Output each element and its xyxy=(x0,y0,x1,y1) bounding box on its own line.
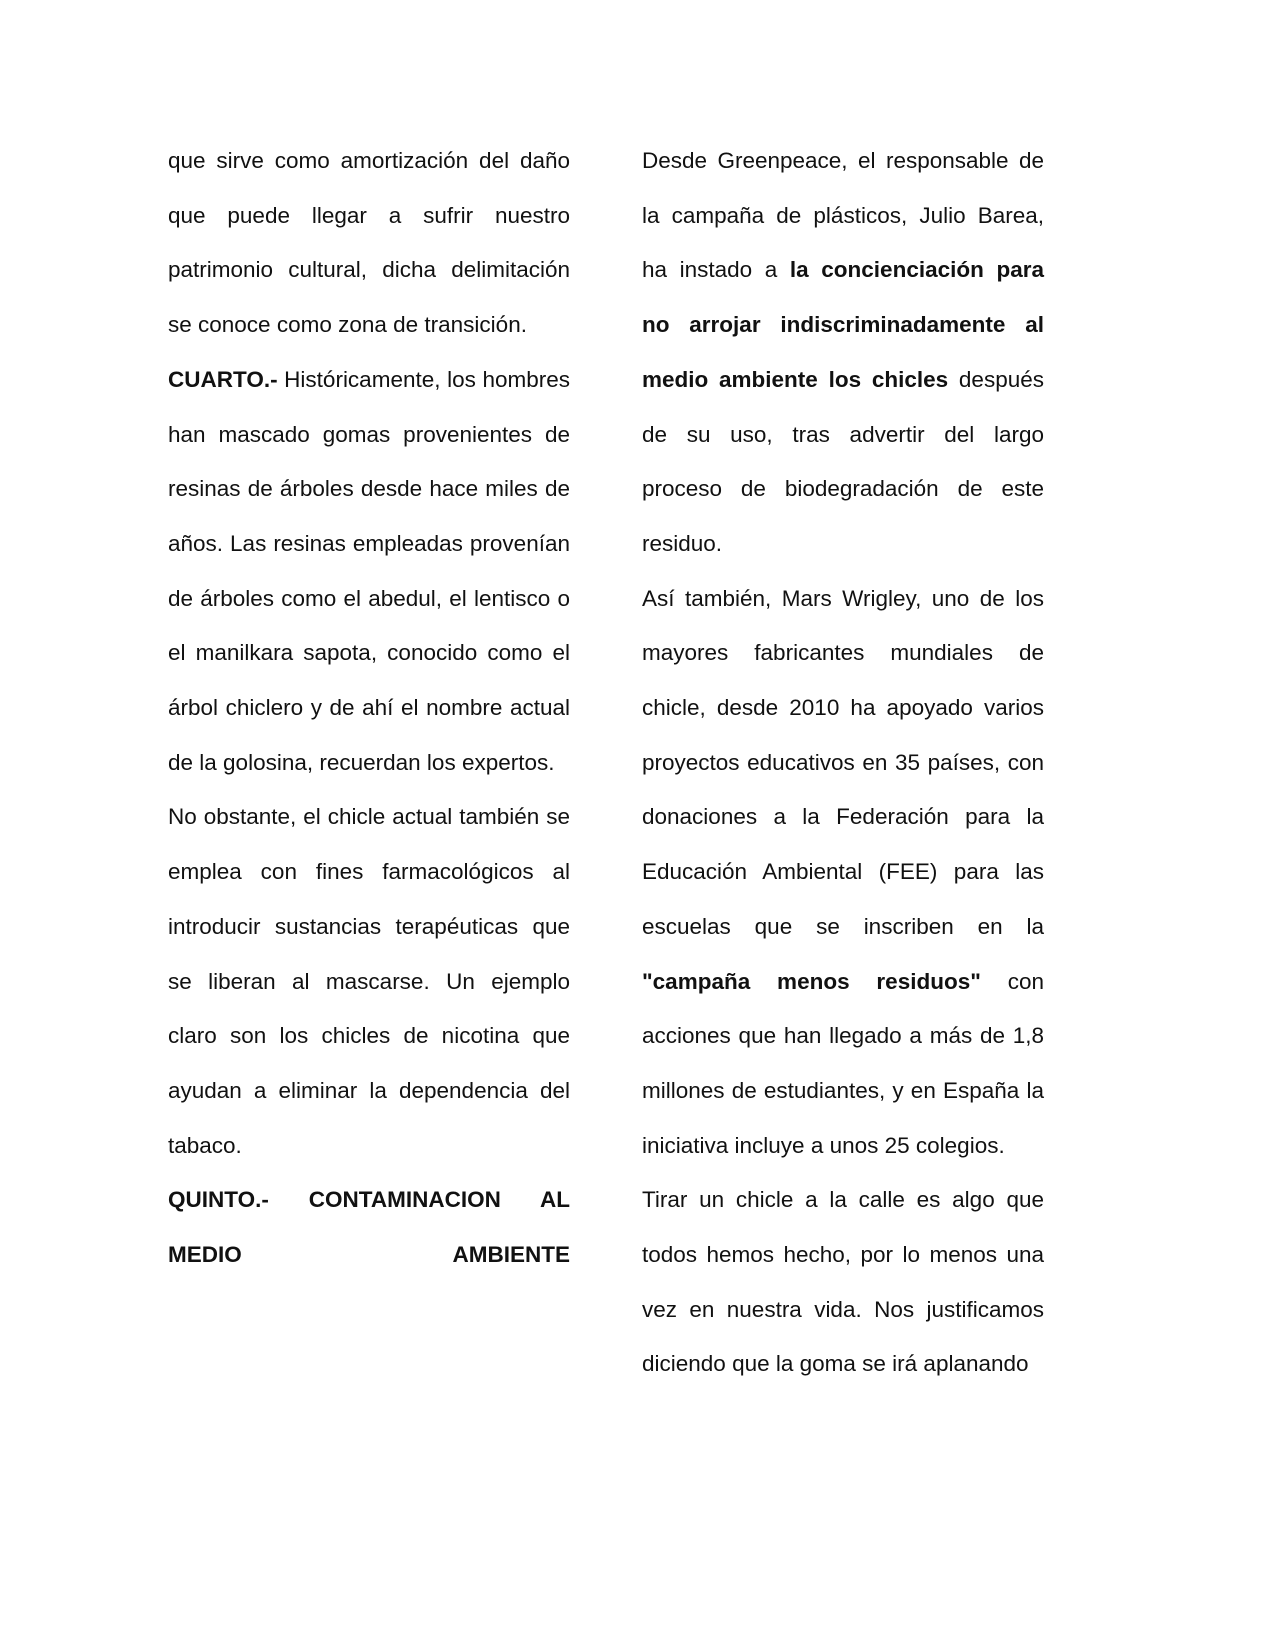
paragraph-mars-wrigley-emphasis: "campaña menos residuos" xyxy=(642,968,981,994)
section-heading-cuarto: CUARTO.- xyxy=(168,366,278,392)
paragraph-tirar-chicle: Tirar un chicle a la calle es algo que todos hemos hecho, por lo menos una vez en nuestra vida. Nos justificamos diciendo que la goma se irá aplanando xyxy=(642,1187,1044,1377)
paragraph-zona-transicion: que sirve como amortización del daño que puede llegar a sufrir nuestro patrimonio cultural, dicha delimitación se conoce como zona de transición. xyxy=(168,148,570,338)
paragraph-mars-wrigley-text-a: Así también, Mars Wrigley, uno de los mayores fabricantes mundiales de chicle, desde 2010 ha apoyado varios proyectos educativos en 35 países, con donaciones a la Federación para la Educación Ambiental (FEE) para las escuelas que se inscriben en la xyxy=(642,585,1044,939)
paragraph-greenpeace xyxy=(642,134,1044,572)
right-column xyxy=(642,134,1044,1392)
paragraph-greenpeace-emphasis: la concienciación para no arrojar indiscriminadamente al medio ambiente los chicles xyxy=(642,257,1044,392)
paragraph-cuarto-text: Históricamente, los hombres han mascado gomas provenientes de resinas de árboles desde hace miles de años. Las resinas empleadas provenían de árboles como el abedul, el lentisco o el manilkara sapota, conocido como el árbol chiclero y de ahí el nombre actual de la golosina, recuerdan los expertos. xyxy=(168,366,570,775)
paragraph-mars-wrigley xyxy=(642,572,1044,1174)
left-column xyxy=(168,134,570,1283)
section-heading-quinto: QUINTO.- CONTAMINACION AL MEDIO AMBIENTE xyxy=(168,1187,570,1268)
paragraph-cuarto xyxy=(168,353,570,791)
paragraph-mars-wrigley-text-b: con acciones que han llegado a más de 1,8 millones de estudiantes, y en España la iniciativa incluye a unos 25 colegios. xyxy=(642,968,1044,1158)
paragraph-greenpeace-text-b: después de su uso, tras advertir del largo proceso de biodegradación de este residuo. xyxy=(642,366,1044,556)
paragraph-fines-farmacologicos: No obstante, el chicle actual también se emplea con fines farmacológicos al introducir sustancias terapéuticas que se liberan al mascarse. Un ejemplo claro son los chicles de nicotina que ayudan a eliminar la dependencia del tabaco. xyxy=(168,804,570,1158)
paragraph-greenpeace-text-a: Desde Greenpeace, el responsable de la campaña de plásticos, Julio Barea, ha instado a xyxy=(642,148,1044,283)
